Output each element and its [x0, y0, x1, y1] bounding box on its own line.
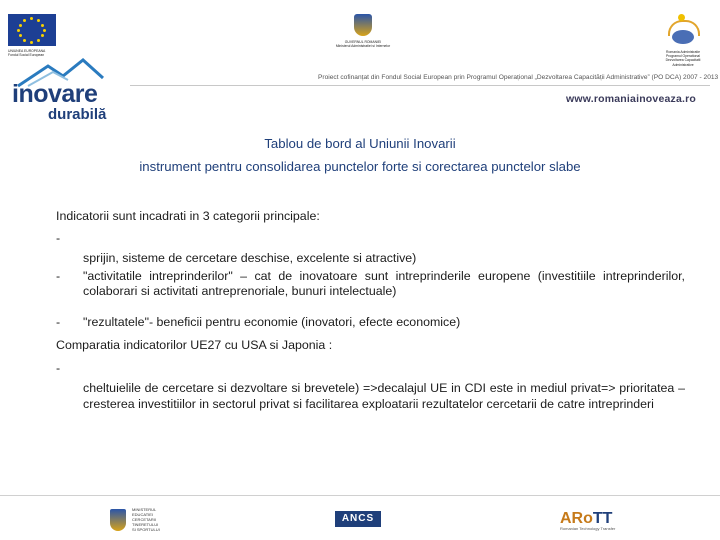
eu-label-line2: Fondul Social European [8, 53, 45, 58]
logo-word-durabila: durabilă [48, 106, 107, 123]
ministry-line3: CERCETARII [132, 517, 156, 522]
inovare-durabila-logo [8, 58, 128, 128]
eu-label-line1: UNIUNEA EUROPEANA [8, 49, 46, 53]
list-item-2: "activitatile intreprinderilor" – cat de inovatoare sunt intreprinderile europene (investitiile intreprinderilor, colaborari si activitati antreprenoriale, bunuri intelectuale) [83, 269, 685, 298]
arott-logo-part1: ARo [560, 510, 593, 527]
footer-divider [0, 495, 720, 496]
programme-emblem-icon [666, 14, 700, 48]
ancs-logo: ANCS [335, 511, 381, 527]
programme-logo [650, 14, 716, 67]
ministry-line2: EDUCATIEI [132, 512, 154, 517]
ministry-line5: SI SPORTULUI [132, 527, 160, 532]
project-cofinancing-line: Proiect cofinanțat din Fondul Social European prin Programul Operațional „Dezvoltarea Capacității Administrative” (PO DCA) 2007 - 2013 [318, 74, 719, 81]
pocu-label-line4: Administrative [672, 62, 694, 67]
government-logo [318, 14, 408, 48]
arott-logo [560, 510, 615, 531]
ministry-line4: TINERETULUI [132, 522, 159, 527]
list-item-1: sprijin, sisteme de cercetare deschise, excelente si atractive) [83, 251, 417, 265]
bullet-dash: - [56, 315, 61, 329]
logo-word-inovare: inovare [12, 80, 98, 108]
gov-label-line1: GUVERNUL ROMANIEI [344, 40, 382, 44]
list-item-3: "rezultatele"- beneficii pentru economie (inovatori, efecte economice) [83, 315, 461, 329]
ministry-crest-icon [110, 509, 126, 531]
pocu-label-line1: Romania Administratie [666, 50, 700, 54]
pocu-label-line2: Programul Operational [665, 54, 701, 59]
coat-of-arms-icon [354, 14, 372, 36]
intro-text: Indicatorii sunt incadrati in 3 categorii principale: [56, 209, 320, 223]
arott-subtitle: Romanian Technology Transfer [560, 526, 616, 531]
bullet-dash: - [56, 231, 61, 245]
eu-logo [8, 14, 78, 57]
header-divider [130, 85, 710, 86]
bullet-dash: - [56, 361, 61, 375]
slide-title: Tablou de bord al Uniunii Inovarii [264, 136, 456, 151]
slide-subtitle: instrument pentru consolidarea punctelor forte si corectarea punctelor slabe [139, 159, 581, 174]
website-url[interactable]: www.romaniainoveaza.ro [566, 93, 697, 105]
list-item-4: cheltuielile de cercetare si dezvoltare si brevetele) =>decalajul UE in CDI este in mediul privat=> prioritatea – cresterea investitiilor in sectorul privat si facilitarea exploatarii rezultatelor cercetarii de catre intreprinderi [83, 381, 685, 411]
bullet-dash: - [56, 269, 61, 283]
comparison-text: Comparatia indicatorilor UE27 cu USA si Japonia : [56, 338, 333, 352]
gov-label-line2: Ministerul Administratiei si Internelor [335, 44, 391, 49]
arott-logo-part2: TT [592, 510, 613, 527]
ministry-logo [110, 507, 192, 535]
ministry-line1: MINISTERUL [132, 507, 157, 512]
eu-flag-icon [8, 14, 56, 46]
pocu-label-line3: Dezvoltarea Capacitatii [665, 58, 701, 63]
